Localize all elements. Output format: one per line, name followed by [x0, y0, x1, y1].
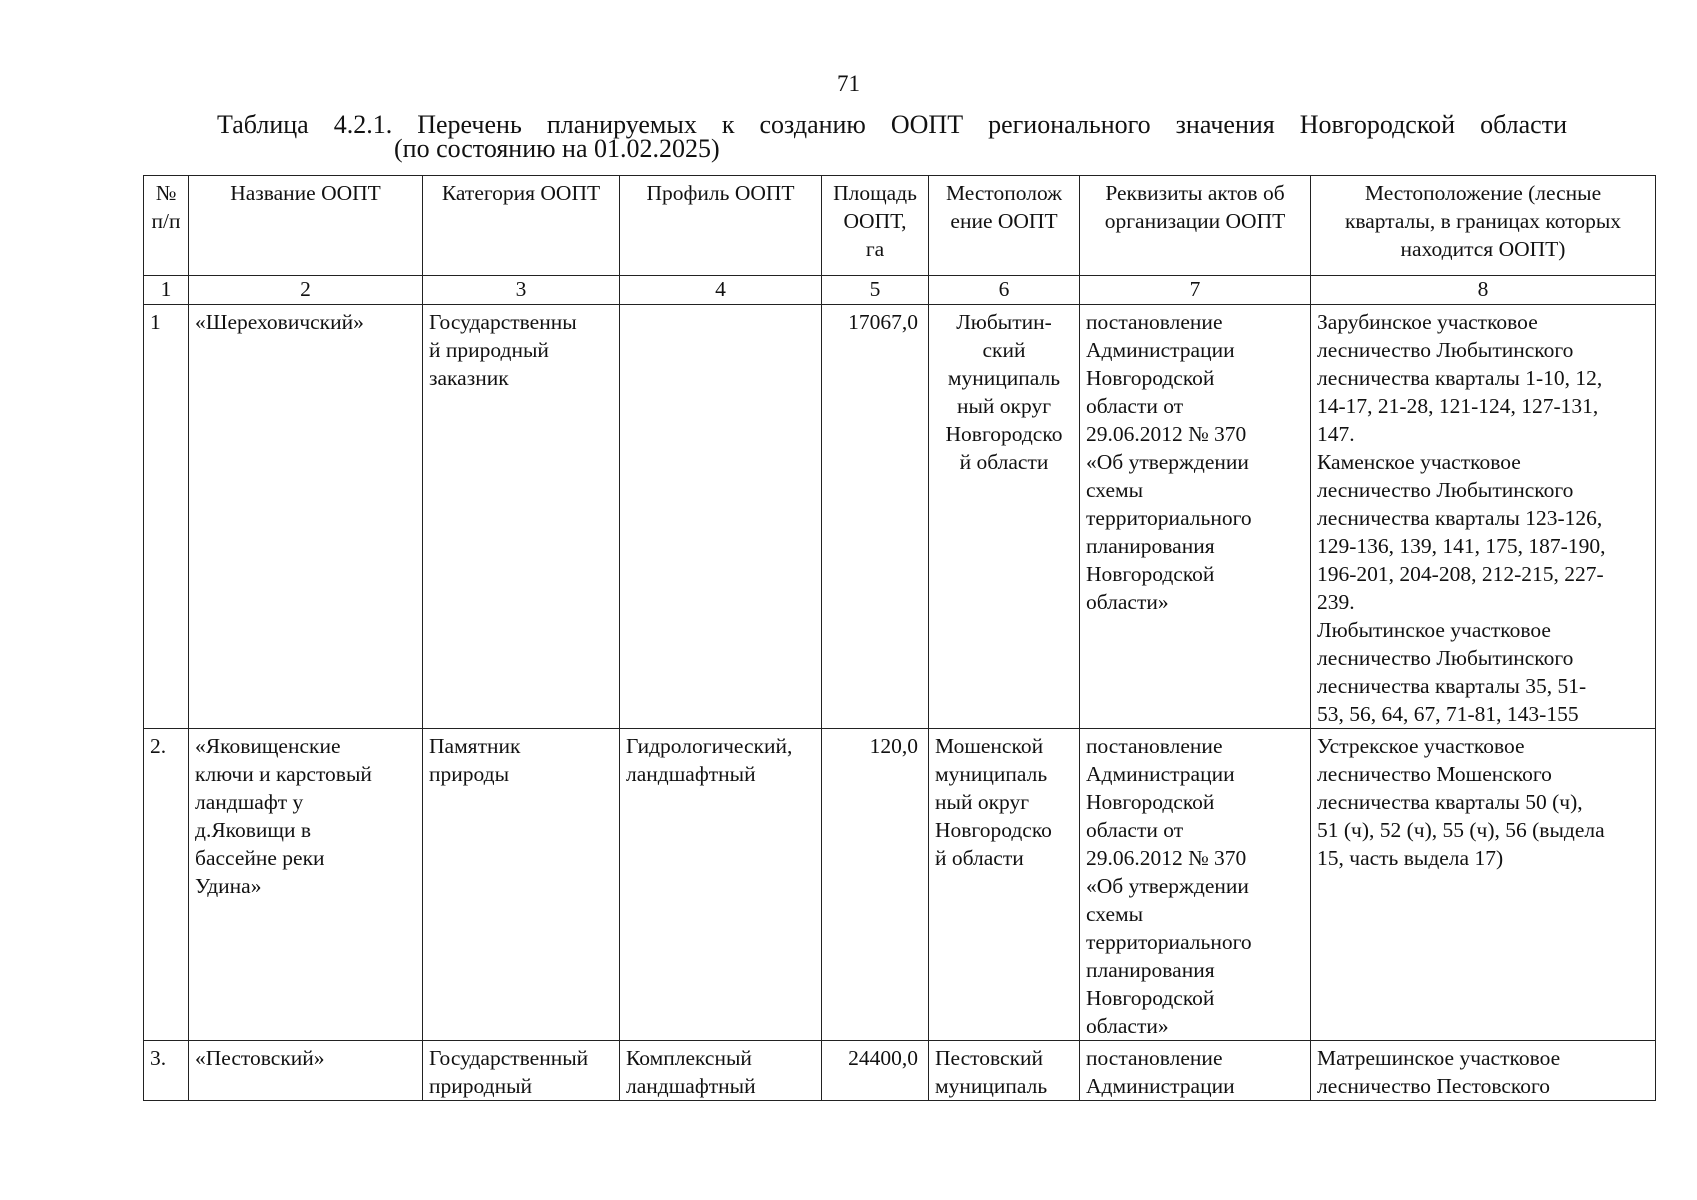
column-number-cell: 3: [423, 276, 620, 305]
location-cell: Пестовский муниципаль: [929, 1041, 1080, 1101]
category-cell: Памятник природы: [423, 729, 620, 1041]
row-number-cell: 3.: [144, 1041, 189, 1101]
category-cell: Государственный природный: [423, 1041, 620, 1101]
page-number: 71: [837, 71, 860, 96]
header-cell: Название ООПТ: [189, 176, 423, 276]
header-cell: № п/п: [144, 176, 189, 276]
table-row: [144, 1041, 1656, 1101]
column-number-cell: 2: [189, 276, 423, 305]
forest-quarters-cell: Матрешинское участковое лесничество Пестовского: [1311, 1041, 1656, 1101]
name-cell: «Пестовский»: [189, 1041, 423, 1101]
name-cell: «Яковищенские ключи и карстовый ландшафт у д.Яковищи в бассейне реки Удина»: [189, 729, 423, 1041]
acts-cell: постановление Администрации Новгородской области от 29.06.2012 № 370 «Об утверждении схемы территориального планирования Новгородской области»: [1080, 305, 1311, 729]
header-cell: Профиль ООПТ: [620, 176, 822, 276]
name-cell: «Шереховичский»: [189, 305, 423, 729]
oopt-table: [143, 175, 1656, 1101]
column-number-cell: 8: [1311, 276, 1656, 305]
header-cell: Местополож ение ООПТ: [929, 176, 1080, 276]
header-cell: Площадь ООПТ, га: [822, 176, 929, 276]
acts-cell: постановление Администрации: [1080, 1041, 1311, 1101]
column-number-cell: 4: [620, 276, 822, 305]
column-number-cell: 5: [822, 276, 929, 305]
row-number-cell: 2.: [144, 729, 189, 1041]
profile-cell: Гидрологический, ландшафтный: [620, 729, 822, 1041]
location-cell: Любытин- ский муниципаль ный округ Новгородско й области: [929, 305, 1080, 729]
forest-quarters-cell: Устрекское участковое лесничество Мошенского лесничества кварталы 50 (ч), 51 (ч), 52 (ч), 55 (ч), 56 (выдела 15, часть выдела 17): [1311, 729, 1656, 1041]
area-cell: 120,0: [822, 729, 929, 1041]
header-cell: Категория ООПТ: [423, 176, 620, 276]
forest-quarters-cell: Зарубинское участковое лесничество Любытинского лесничества кварталы 1-10, 12, 14-17, 21-28, 121-124, 127-131, 147. Каменское участковое лесничество Любытинского лесничества кварталы 123-126, 129-136, 139, 141, 175, 187-190, 196-201, 204-208, 212-215, 227- 239. Любытинское участковое лесничество Любытинского лесничества кварталы 35, 51- 53, 56, 64, 67, 71-81, 143-155: [1311, 305, 1656, 729]
area-cell: 17067,0: [822, 305, 929, 729]
header-cell: Реквизиты актов об организации ООПТ: [1080, 176, 1311, 276]
profile-cell: Комплексный ландшафтный: [620, 1041, 822, 1101]
row-number-cell: 1: [144, 305, 189, 729]
profile-cell: [620, 305, 822, 729]
table-header-row: [144, 176, 1656, 276]
acts-cell: постановление Администрации Новгородской области от 29.06.2012 № 370 «Об утверждении схемы территориального планирования Новгородской области»: [1080, 729, 1311, 1041]
column-number-row: [144, 276, 1656, 305]
table-caption-date: (по состоянию на 01.02.2025): [394, 134, 720, 163]
table-row: [144, 729, 1656, 1041]
column-number-cell: 7: [1080, 276, 1311, 305]
area-cell: 24400,0: [822, 1041, 929, 1101]
table-row: [144, 305, 1656, 729]
location-cell: Мошенской муниципаль ный округ Новгородско й области: [929, 729, 1080, 1041]
header-cell: Местоположение (лесные кварталы, в границах которых находится ООПТ): [1311, 176, 1656, 276]
column-number-cell: 1: [144, 276, 189, 305]
category-cell: Государственны й природный заказник: [423, 305, 620, 729]
table-caption: Таблица 4.2.1. Перечень планируемых к созданию ООПТ регионального значения Новгородской области: [217, 110, 1567, 139]
column-number-cell: 6: [929, 276, 1080, 305]
